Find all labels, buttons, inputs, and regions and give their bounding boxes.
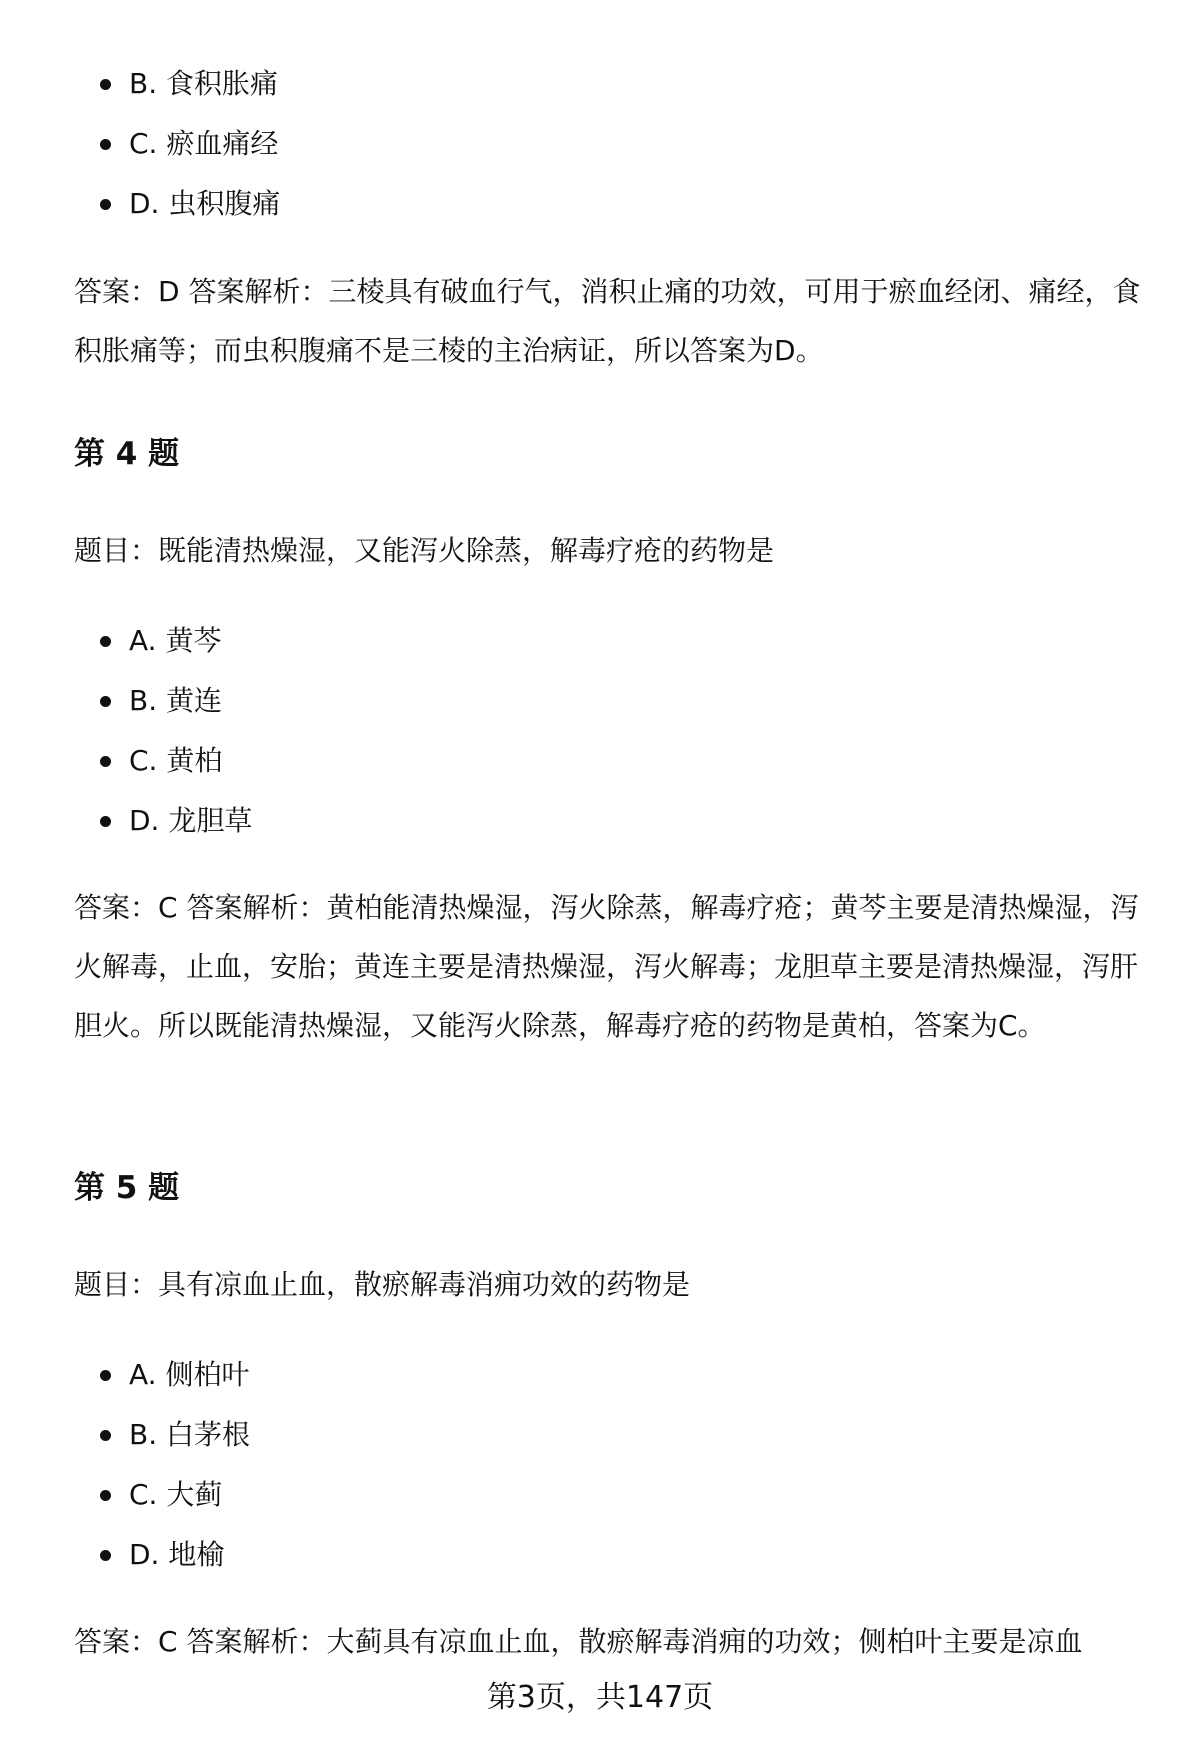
q5-option-a (74, 1345, 250, 1405)
bullet-icon (100, 79, 111, 90)
option-label: A. 黄芩 (129, 624, 222, 657)
q5-answer: 答案：C 答案解析：大蓟具有凉血止血，散瘀解毒消痈的功效；侧柏叶主要是凉血 (74, 1625, 1083, 1658)
option-label: C. 大蓟 (129, 1478, 223, 1511)
option-label: B. 食积胀痛 (129, 67, 279, 100)
option-label: B. 黄连 (129, 684, 223, 717)
q5-option-b (74, 1405, 250, 1465)
q5-stem: 题目：具有凉血止血，散瘀解毒消痈功效的药物是 (74, 1268, 691, 1301)
page-number: 第3页，共147页 (486, 1680, 714, 1715)
q3-option-b (74, 54, 280, 114)
q4-options (74, 611, 252, 851)
q4-answer: 答案：C 答案解析：黄柏能清热燥湿，泻火除蒸，解毒疗疮；黄芩主要是清热燥湿，泻火解毒，止血，安胎；黄连主要是清热燥湿，泻火解毒；龙胆草主要是清热燥湿，泻肝胆火。所以既能清热燥湿，又能泻火除蒸，解毒疗疮的药物是黄柏，答案为C。 (74, 891, 1139, 1042)
q4-option-d (74, 791, 252, 851)
q4-heading: 第 4 题 (74, 436, 180, 472)
bullet-icon (100, 1490, 111, 1501)
bullet-icon (100, 139, 111, 150)
q4-option-a (74, 611, 252, 671)
q3-options (74, 54, 280, 234)
q5-heading: 第 5 题 (74, 1170, 180, 1206)
q5-option-d (74, 1525, 250, 1585)
bullet-icon (100, 816, 111, 827)
q3-answer: 答案：D 答案解析：三棱具有破血行气，消积止痛的功效，可用于瘀血经闭、痛经，食积胀痛等；而虫积腹痛不是三棱的主治病证，所以答案为D。 (74, 275, 1141, 367)
q4-stem: 题目：既能清热燥湿，又能泻火除蒸，解毒疗疮的药物是 (74, 534, 775, 567)
bullet-icon (100, 1430, 111, 1441)
q5-options (74, 1345, 250, 1585)
option-label: D. 虫积腹痛 (129, 187, 281, 220)
q4-option-b (74, 671, 252, 731)
option-label: D. 地榆 (129, 1538, 225, 1571)
bullet-icon (100, 636, 111, 647)
option-label: C. 黄柏 (129, 744, 223, 777)
bullet-icon (100, 756, 111, 767)
bullet-icon (100, 1370, 111, 1381)
bullet-icon (100, 696, 111, 707)
option-label: C. 瘀血痛经 (129, 127, 279, 160)
q4-option-c (74, 731, 252, 791)
option-label: D. 龙胆草 (129, 804, 253, 837)
bullet-icon (100, 199, 111, 210)
option-label: B. 白茅根 (129, 1418, 251, 1451)
q5-option-c (74, 1465, 250, 1525)
bullet-icon (100, 1550, 111, 1561)
q3-option-c (74, 114, 280, 174)
q3-option-d (74, 174, 280, 234)
option-label: A. 侧柏叶 (129, 1358, 250, 1391)
